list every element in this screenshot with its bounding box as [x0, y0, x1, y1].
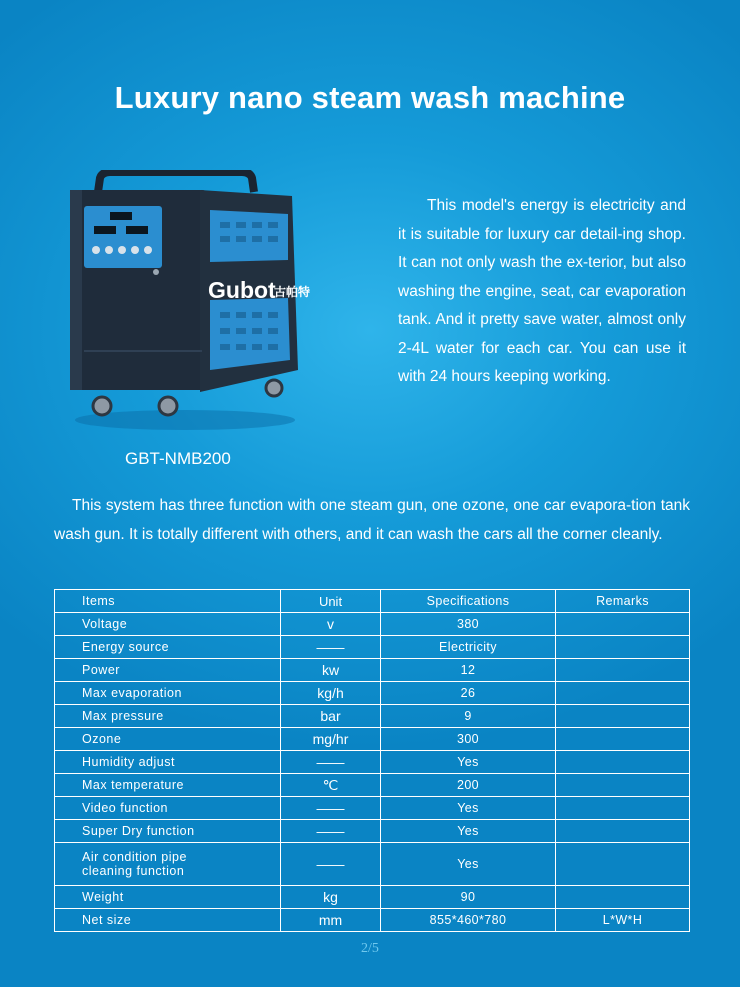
spec-cell: 200 [381, 774, 556, 797]
remarks-cell [556, 843, 690, 886]
unit-cell: —— [281, 820, 381, 843]
item-cell: Ozone [55, 728, 281, 751]
spec-cell: 9 [381, 705, 556, 728]
unit-cell: bar [281, 705, 381, 728]
table-header-row [55, 590, 690, 613]
item-cell: Voltage [55, 613, 281, 636]
table-row [55, 613, 690, 636]
table-row [55, 797, 690, 820]
item-cell [55, 843, 281, 886]
unit-cell: mg/hr [281, 728, 381, 751]
remarks-cell [556, 636, 690, 659]
spec-cell: 90 [381, 886, 556, 909]
table-row [55, 820, 690, 843]
spec-cell: Yes [381, 751, 556, 774]
page-title: Luxury nano steam wash machine [114, 80, 626, 115]
spec-cell: 855*460*780 [381, 909, 556, 932]
system-description: This system has three function with one steam gun, one ozone, one car evapora-tion tank wash gun. It is totally different with others, and it can wash the cars all the corner cleanly. [54, 497, 690, 543]
table-row [55, 659, 690, 682]
remarks-cell [556, 613, 690, 636]
spec-cell: 380 [381, 613, 556, 636]
header-remarks: Remarks [556, 590, 690, 613]
remarks-cell [556, 886, 690, 909]
item-cell: Max temperature [55, 774, 281, 797]
item-cell-line: Air condition pipe [82, 850, 187, 864]
spec-cell: Electricity [381, 636, 556, 659]
table-row [55, 728, 690, 751]
product-description: This model's energy is electricity and it is suitable for luxury car detail-ing shop. It can not only wash the ex-terior, but also washing the engine, seat, car evaporation tank. And it pretty save water, almost only 2-4L water for each car. You can use it with 24 hours keeping working. [398, 197, 686, 385]
model-name: GBT-NMB200 [125, 449, 231, 468]
unit-cell: —— [281, 636, 381, 659]
unit-cell: —— [281, 797, 381, 820]
svg-text:古帕特: 古帕特 [274, 285, 310, 299]
item-cell: Max pressure [55, 705, 281, 728]
unit-cell: —— [281, 751, 381, 774]
item-cell: Weight [55, 886, 281, 909]
spec-cell: Yes [381, 820, 556, 843]
item-cell: Max evaporation [55, 682, 281, 705]
remarks-cell: L*W*H [556, 909, 690, 932]
remarks-cell [556, 797, 690, 820]
item-cell: Super Dry function [55, 820, 281, 843]
table-row [55, 751, 690, 774]
spec-cell: Yes [381, 797, 556, 820]
spec-cell: 12 [381, 659, 556, 682]
remarks-cell [556, 774, 690, 797]
page-number: 2/5 [361, 941, 379, 956]
table-row [55, 636, 690, 659]
spec-cell: 26 [381, 682, 556, 705]
spec-cell: 300 [381, 728, 556, 751]
steam-wash-machine-icon [60, 170, 310, 440]
header-items: Items [55, 590, 281, 613]
remarks-cell [556, 820, 690, 843]
unit-cell: mm [281, 909, 381, 932]
unit-cell: kg/h [281, 682, 381, 705]
spec-cell: Yes [381, 843, 556, 886]
remarks-cell [556, 705, 690, 728]
item-cell: Energy source [55, 636, 281, 659]
item-cell: Humidity adjust [55, 751, 281, 774]
unit-cell: —— [281, 843, 381, 886]
table-row [55, 774, 690, 797]
unit-cell: kw [281, 659, 381, 682]
item-cell: Net size [55, 909, 281, 932]
item-cell: Power [55, 659, 281, 682]
remarks-cell [556, 728, 690, 751]
remarks-cell [556, 659, 690, 682]
header-specifications: Specifications [381, 590, 556, 613]
unit-cell: kg [281, 886, 381, 909]
header-unit: Unit [281, 590, 381, 613]
remarks-cell [556, 682, 690, 705]
table-row [55, 886, 690, 909]
specifications-table [54, 589, 690, 932]
table-row [55, 843, 690, 886]
table-row [55, 705, 690, 728]
table-row [55, 909, 690, 932]
svg-text:Gubot: Gubot [208, 277, 276, 303]
item-cell-line: cleaning function [82, 864, 185, 878]
remarks-cell [556, 751, 690, 774]
unit-cell: v [281, 613, 381, 636]
table-row [55, 682, 690, 705]
unit-cell: ℃ [281, 774, 381, 797]
item-cell: Video function [55, 797, 281, 820]
